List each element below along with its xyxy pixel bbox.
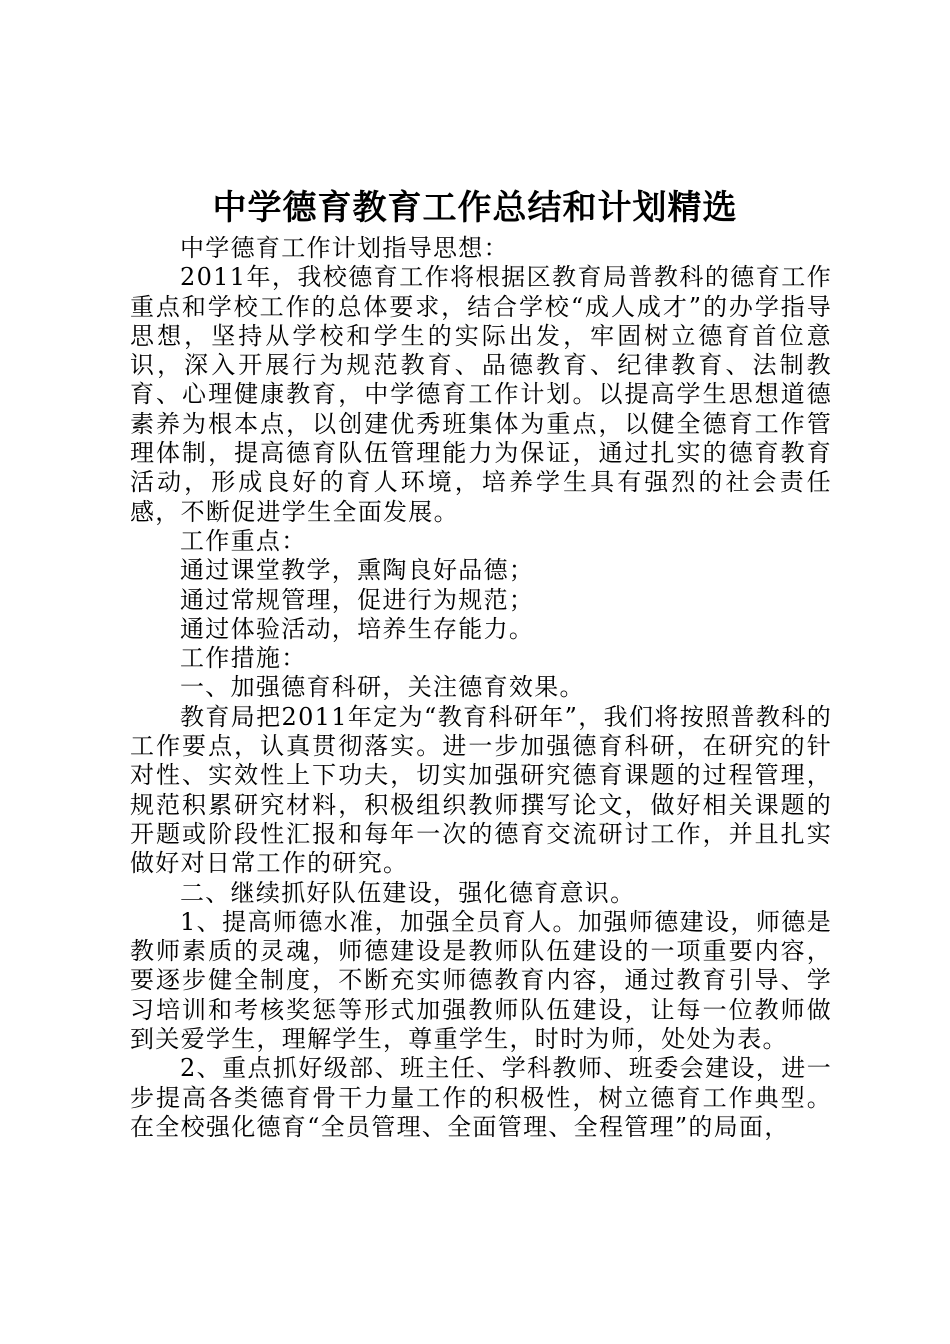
paragraph: 工作措施： — [180, 644, 307, 673]
paragraph: 一、加强德育科研，关注德育效果。 — [180, 673, 585, 702]
paragraph: 2011年，我校德育工作将根据区教育局普教科的德育工作重点和学校工作的总体要求，结合学校“成人成才”的办学指导思想，坚持从学校和学生的实际出发，牢固树立德育首位意识，深入开展行为规范教育、品德教育、纪律教育、法制教育、心理健康教育，中学德育工作计划。以提高学生思想道德素养为根本点，以创建优秀班集体为重点，以健全德育工作管理体制，提高德育队伍管理能力为保证，通过扎实的德育教育活动，形成良好的育人环境，培养学生具有强烈的社会责任感，不断促进学生全面发展。 — [130, 263, 832, 526]
paragraph: 通过课堂教学，熏陶良好品德； — [180, 556, 535, 585]
paragraph: 工作重点： — [180, 526, 307, 555]
paragraph: 教育局把2011年定为“教育科研年”，我们将按照普教科的工作要点，认真贯彻落实。进一步加强德育科研，在研究的针对性、实效性上下功夫，切实加强研究德育课题的过程管理，规范积累研究材料，积极组织教师撰写论文，做好相关课题的开题或阶段性汇报和每年一次的德育交流研讨工作，并且扎实做好对日常工作的研究。 — [130, 702, 832, 878]
paragraph: 1、提高师德水准，加强全员育人。加强师德建设，师德是教师素质的灵魂，师德建设是教师队伍建设的一项重要内容，要逐步健全制度，不断充实师德教育内容，通过教育引导、学习培训和考核奖惩等形式加强教师队伍建设，让每一位教师做到关爱学生，理解学生，尊重学生，时时为师，处处为表。 — [130, 907, 832, 1054]
paragraph: 中学德育工作计划指导思想： — [180, 234, 509, 262]
paragraph: 二、继续抓好队伍建设，强化德育意识。 — [180, 878, 636, 907]
paragraph: 通过体验活动，培养生存能力。 — [180, 614, 535, 643]
paragraph: 2、重点抓好级部、班主任、学科教师、班委会建设，进一步提高各类德育骨干力量工作的积极性，树立德育工作典型。在全校强化德育“全员管理、全面管理、全程管理”的局面， — [130, 1054, 832, 1141]
document-body — [130, 234, 832, 1142]
paragraph: 通过常规管理，促进行为规范； — [180, 585, 535, 614]
document-title: 中学德育教育工作总结和计划精选 — [212, 188, 738, 228]
